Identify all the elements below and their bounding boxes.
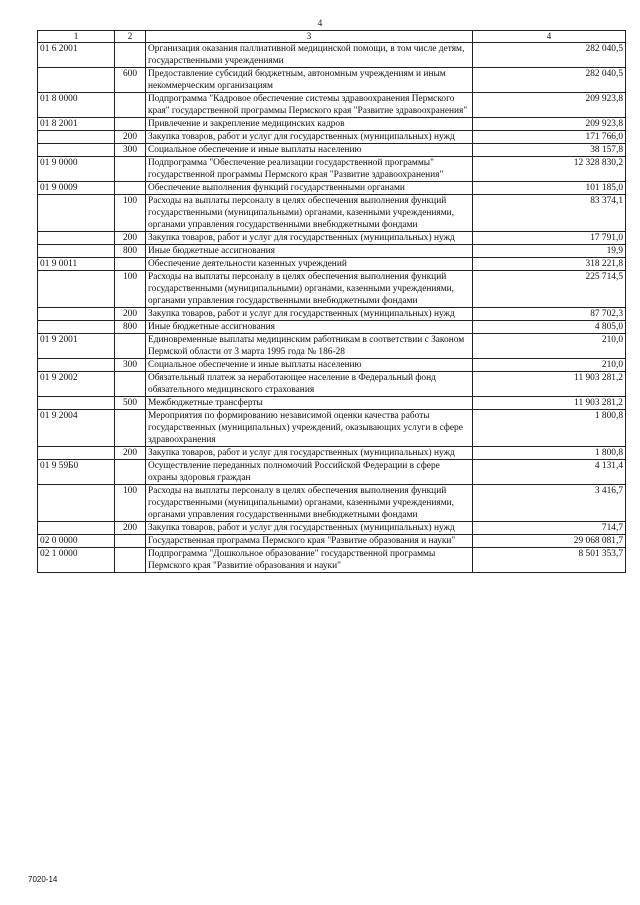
header-col-3: 3 [146,31,473,43]
row-amount: 209 923,8 [473,118,626,131]
row-name: Закупка товаров, работ и услуг для государственных (муниципальных) нужд [146,308,473,321]
row-expense-type [115,182,146,195]
table-row [38,68,626,93]
row-amount: 210,0 [473,334,626,359]
table-row [38,410,626,447]
row-expense-type [115,157,146,182]
row-name: Социальное обеспечение и иные выплаты населению [146,359,473,372]
row-amount: 38 157,8 [473,144,626,157]
row-name: Закупка товаров, работ и услуг для государственных (муниципальных) нужд [146,232,473,245]
row-amount: 225 714,5 [473,271,626,308]
table-row [38,157,626,182]
row-expense-type [115,258,146,271]
header-col-4: 4 [473,31,626,43]
row-name: Подпрограмма "Обеспечение реализации государственной программы" государственной программы Пермского края "Развитие здравоохранения" [146,157,473,182]
row-expense-type [115,93,146,118]
row-name: Расходы на выплаты персоналу в целях обеспечения выполнения функций государственными (муниципальными) органами, казенными учреждениями, органами управления государственными внебюджетными фондами [146,485,473,522]
table-row [38,43,626,68]
row-code: 01 6 2001 [38,43,115,68]
row-amount: 11 903 281,2 [473,397,626,410]
row-name: Обязательный платеж за неработающее население в Федеральный фонд обязательного медицинского страхования [146,372,473,397]
row-code: 01 9 2002 [38,372,115,397]
table-row [38,447,626,460]
row-amount: 87 702,3 [473,308,626,321]
row-amount: 209 923,8 [473,93,626,118]
row-code: 02 1 0000 [38,548,115,573]
table-row [38,535,626,548]
row-code: 01 9 0009 [38,182,115,195]
row-code: 01 8 0000 [38,93,115,118]
table-row [38,522,626,535]
table-row [38,308,626,321]
row-amount: 11 903 281,2 [473,372,626,397]
table-row [38,144,626,157]
table-row [38,397,626,410]
table-row [38,334,626,359]
row-name: Подпрограмма "Дошкольное образование" государственной программы Пермского края "Развитие образования и науки" [146,548,473,573]
row-expense-type [115,334,146,359]
row-amount: 282 040,5 [473,43,626,68]
row-expense-type: 200 [115,522,146,535]
row-expense-type: 200 [115,232,146,245]
table-row [38,359,626,372]
table-header [38,31,626,43]
table-row [38,485,626,522]
row-name: Обеспечение деятельности казенных учреждений [146,258,473,271]
row-code [38,68,115,93]
row-expense-type: 800 [115,321,146,334]
row-code: 01 9 59Б0 [38,460,115,485]
row-name: Осуществление переданных полномочий Российской Федерации в сфере охраны здоровья граждан [146,460,473,485]
row-expense-type: 100 [115,485,146,522]
row-name: Иные бюджетные ассигнования [146,245,473,258]
row-amount: 4 131,4 [473,460,626,485]
row-code [38,447,115,460]
row-code [38,144,115,157]
row-amount: 282 040,5 [473,68,626,93]
row-code: 01 9 2004 [38,410,115,447]
table-row [38,548,626,573]
row-name: Мероприятия по формированию независимой оценки качества работы государственных (муниципальных) учреждений, оказывающих услуги в сфере здравоохранения [146,410,473,447]
row-expense-type [115,548,146,573]
row-amount: 19,9 [473,245,626,258]
table-body [38,43,626,573]
row-name: Предоставление субсидий бюджетным, автономным учреждениям и иным некоммерческим организациям [146,68,473,93]
row-code [38,245,115,258]
row-code [38,522,115,535]
table-row [38,118,626,131]
row-name: Закупка товаров, работ и услуг для государственных (муниципальных) нужд [146,447,473,460]
row-expense-type: 300 [115,144,146,157]
table-row [38,372,626,397]
row-name: Закупка товаров, работ и услуг для государственных (муниципальных) нужд [146,522,473,535]
row-expense-type: 200 [115,308,146,321]
row-amount: 3 416,7 [473,485,626,522]
row-expense-type: 500 [115,397,146,410]
row-name: Организация оказания паллиативной медицинской помощи, в том числе детям, государственными учреждениями [146,43,473,68]
page-number: 4 [317,18,323,28]
row-amount: 171 766,0 [473,131,626,144]
row-expense-type: 100 [115,271,146,308]
row-expense-type: 200 [115,447,146,460]
row-expense-type: 800 [115,245,146,258]
row-code: 01 8 2001 [38,118,115,131]
budget-table [37,30,626,573]
table-row [38,195,626,232]
row-amount: 29 068 081,7 [473,535,626,548]
row-name: Межбюджетные трансферты [146,397,473,410]
table-row [38,258,626,271]
row-code: 02 0 0000 [38,535,115,548]
table-row [38,245,626,258]
row-code: 01 9 2001 [38,334,115,359]
row-name: Расходы на выплаты персоналу в целях обеспечения выполнения функций государственными (муниципальными) органами, казенными учреждениями, органами управления государственными внебюджетными фондами [146,271,473,308]
row-amount: 1 800,8 [473,410,626,447]
table-row [38,232,626,245]
table-row [38,182,626,195]
row-code [38,359,115,372]
row-expense-type [115,118,146,131]
row-code [38,397,115,410]
header-row [38,31,626,43]
row-name: Единовременные выплаты медицинским работникам в соответствии с Законом Пермской области от 3 марта 1995 года № 186-28 [146,334,473,359]
row-code [38,271,115,308]
header-col-1: 1 [38,31,115,43]
row-amount: 17 791,0 [473,232,626,245]
header-col-2: 2 [115,31,146,43]
footer-code: 7020-14 [28,875,58,884]
row-amount: 210,0 [473,359,626,372]
row-amount: 83 374,1 [473,195,626,232]
row-name: Обеспечение выполнения функций государственными органами [146,182,473,195]
row-code: 01 9 0000 [38,157,115,182]
row-amount: 101 185,0 [473,182,626,195]
row-name: Иные бюджетные ассигнования [146,321,473,334]
row-code [38,195,115,232]
row-name: Государственная программа Пермского края "Развитие образования и науки" [146,535,473,548]
table-row [38,321,626,334]
row-amount: 8 501 353,7 [473,548,626,573]
row-code [38,485,115,522]
row-code [38,232,115,245]
row-name: Закупка товаров, работ и услуг для государственных (муниципальных) нужд [146,131,473,144]
row-amount: 318 221,8 [473,258,626,271]
table-row [38,131,626,144]
row-name: Расходы на выплаты персоналу в целях обеспечения выполнения функций государственными (муниципальными) органами, казенными учреждениями, органами управления государственными внебюджетными фондами [146,195,473,232]
row-amount: 1 800,8 [473,447,626,460]
row-amount: 4 805,0 [473,321,626,334]
row-expense-type: 200 [115,131,146,144]
row-code [38,321,115,334]
row-code: 01 9 0011 [38,258,115,271]
row-expense-type [115,372,146,397]
row-expense-type [115,535,146,548]
row-expense-type [115,43,146,68]
row-code [38,308,115,321]
row-code [38,131,115,144]
row-expense-type: 100 [115,195,146,232]
row-expense-type: 600 [115,68,146,93]
row-expense-type [115,460,146,485]
row-amount: 714,7 [473,522,626,535]
row-amount: 12 328 830,2 [473,157,626,182]
table-row [38,93,626,118]
row-name: Подпрограмма "Кадровое обеспечение системы здравоохранения Пермского края" государственной программы Пермского края "Развитие здравоохранения" [146,93,473,118]
table-row [38,460,626,485]
row-expense-type [115,410,146,447]
row-expense-type: 300 [115,359,146,372]
table-row [38,271,626,308]
row-name: Привлечение и закрепление медицинских кадров [146,118,473,131]
row-name: Социальное обеспечение и иные выплаты населению [146,144,473,157]
